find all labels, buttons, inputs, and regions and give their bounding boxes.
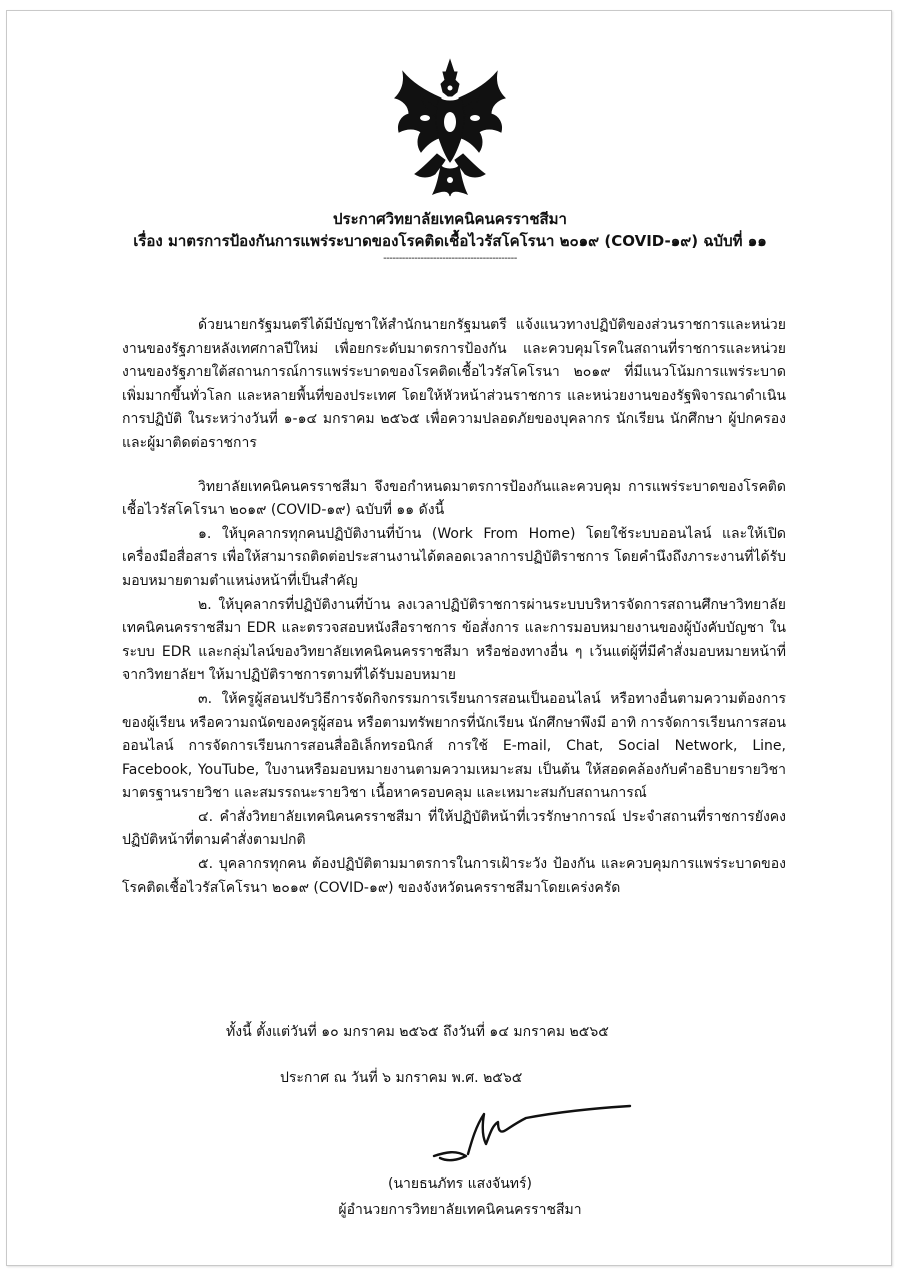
title-underline: ------------------------------------------- [383,253,517,264]
announcement-paragraph: วิทยาลัยเทคนิคนครราชสีมา จึงขอกำหนดมาตรการป้องกันและควบคุม การแพร่ระบาดของโรคติดเชื้อไวรัสโคโรนา ๒๐๑๙ (COVID-๑๙) ฉบับที่ ๑๑ ดังนี้ [122,478,786,519]
measure-item-3: ๓. ให้ครูผู้สอนปรับวิธีการจัดกิจกรรมการเรียนการสอนเป็นออนไลน์ หรือทางอื่นตามความต้องการของผู้เรียน หรือความถนัดของครูผู้สอน หรือตามทรัพยากรที่นักเรียน นักศึกษาพึงมี อาทิ การจัดการเรียนการสอนออนไลน์ การจัดการเรียนการสอนสื่ออิเล็กทรอนิกส์ การใช้ E-mail, Chat, Social Network, Line, Facebook, YouTube, ใบงานหรือมอบหมายงานตามความเหมาะสม เป็นต้น ให้สอดคล้องกับคำอธิบายรายวิชา มาตรฐานรายวิชา และสมรรถนะรายวิชา เนื้อหาครอบคลุม และเหมาะสมกับสถานการณ์ [122,690,786,802]
document-body [122,314,786,900]
announcement-date-line: ประกาศ ณ วันที่ ๖ มกราคม พ.ศ. ๒๕๖๕ [280,1070,523,1086]
title-block [100,208,800,266]
document-subject: เรื่อง มาตรการป้องกันการแพร่ระบาดของโรคติดเชื้อไวรัสโคโรนา ๒๐๑๙ (COVID-๑๙) ฉบับที่ ๑๑ [133,232,767,250]
signatory-position: ผู้อำนวยการวิทยาลัยเทคนิคนครราชสีมา [338,1202,582,1218]
garuda-emblem-icon [391,58,509,198]
measure-item-1: ๑. ให้บุคลากรทุกคนปฏิบัติงานที่บ้าน (Work From Home) โดยใช้ระบบออนไลน์ และให้เปิดเครื่องมือสื่อสาร เพื่อให้สามารถติดต่อประสานงานได้ตลอดเวลาการปฏิบัติราชการ โดยคำนึงถึงภาระงานที่ได้รับมอบหมายตามตำแหน่งหน้าที่เป็นสำคัญ [122,525,786,589]
signatory-name: (นายธนภัทร แสงจันทร์) [387,1176,533,1192]
measure-item-2: ๒. ให้บุคลากรที่ปฏิบัติงานที่บ้าน ลงเวลาปฏิบัติราชการผ่านระบบบริหารจัดการสถานศึกษาวิทยาลัยเทคนิคนครราชสีมา EDR และตรวจสอบหนังสือราชการ ข้อสั่งการ และการมอบหมายงานของผู้บังคับบัญชา ในระบบ EDR และกลุ่มไลน์ของวิทยาลัยเทคนิคนครราชสีมา หรือช่องทางอื่น ๆ เว้นแต่ผู้ที่มีคำสั่งมอบหมายหน้าที่จากวิทยาลัยฯ ให้มาปฏิบัติราชการตามที่ได้รับมอบหมาย [122,596,786,684]
intro-paragraph: ด้วยนายกรัฐมนตรีได้มีบัญชาให้สำนักนายกรัฐมนตรี แจ้งแนวทางปฏิบัติของส่วนราชการและหน่วยงานของรัฐภายหลังเทศกาลปีใหม่ เพื่อยกระดับมาตรการป้องกัน และควบคุมโรคในสถานที่ราชการและหน่วยงานของรัฐภายใต้สถานการณ์การแพร่ระบาดของโรคติดเชื้อไวรัสโคโรนา ๒๐๑๙ ที่มีแนวโน้มการแพร่ระบาดเพิ่มมากขึ้นทั่วโลก และหลายพื้นที่ของประเทศ โดยให้หัวหน้าส่วนราชการ และหน่วยงานของรัฐพิจารณาดำเนินการปฏิบัติ ในระหว่างวันที่ ๑-๑๔ มกราคม ๒๕๖๕ เพื่อความปลอดภัยของบุคลากร นักเรียน นักศึกษา ผู้ปกครอง และผู้มาติดต่อราชการ [122,317,786,451]
effective-date-line: ทั้งนี้ ตั้งแต่วันที่ ๑๐ มกราคม ๒๕๖๕ ถึงวันที่ ๑๔ มกราคม ๒๕๖๕ [226,1024,609,1040]
handwritten-signature-icon [428,1100,638,1170]
document-title: ประกาศวิทยาลัยเทคนิคนครราชสีมา [333,210,567,228]
measure-item-5: ๕. บุคลากรทุกคน ต้องปฏิบัติตามมาตรการในการเฝ้าระวัง ป้องกัน และควบคุมการแพร่ระบาดของโรคติดเชื้อไวรัสโคโรนา ๒๐๑๙ (COVID-๑๙) ของจังหวัดนครราชสีมาโดยเคร่งครัด [122,856,786,896]
measure-item-4: ๔. คำสั่งวิทยาลัยเทคนิคนครราชสีมา ที่ให้ปฏิบัติหน้าที่เวรรักษาการณ์ ประจำสถานที่ราชการยังคงปฏิบัติหน้าที่ตามคำสั่งตามปกติ [122,808,786,849]
